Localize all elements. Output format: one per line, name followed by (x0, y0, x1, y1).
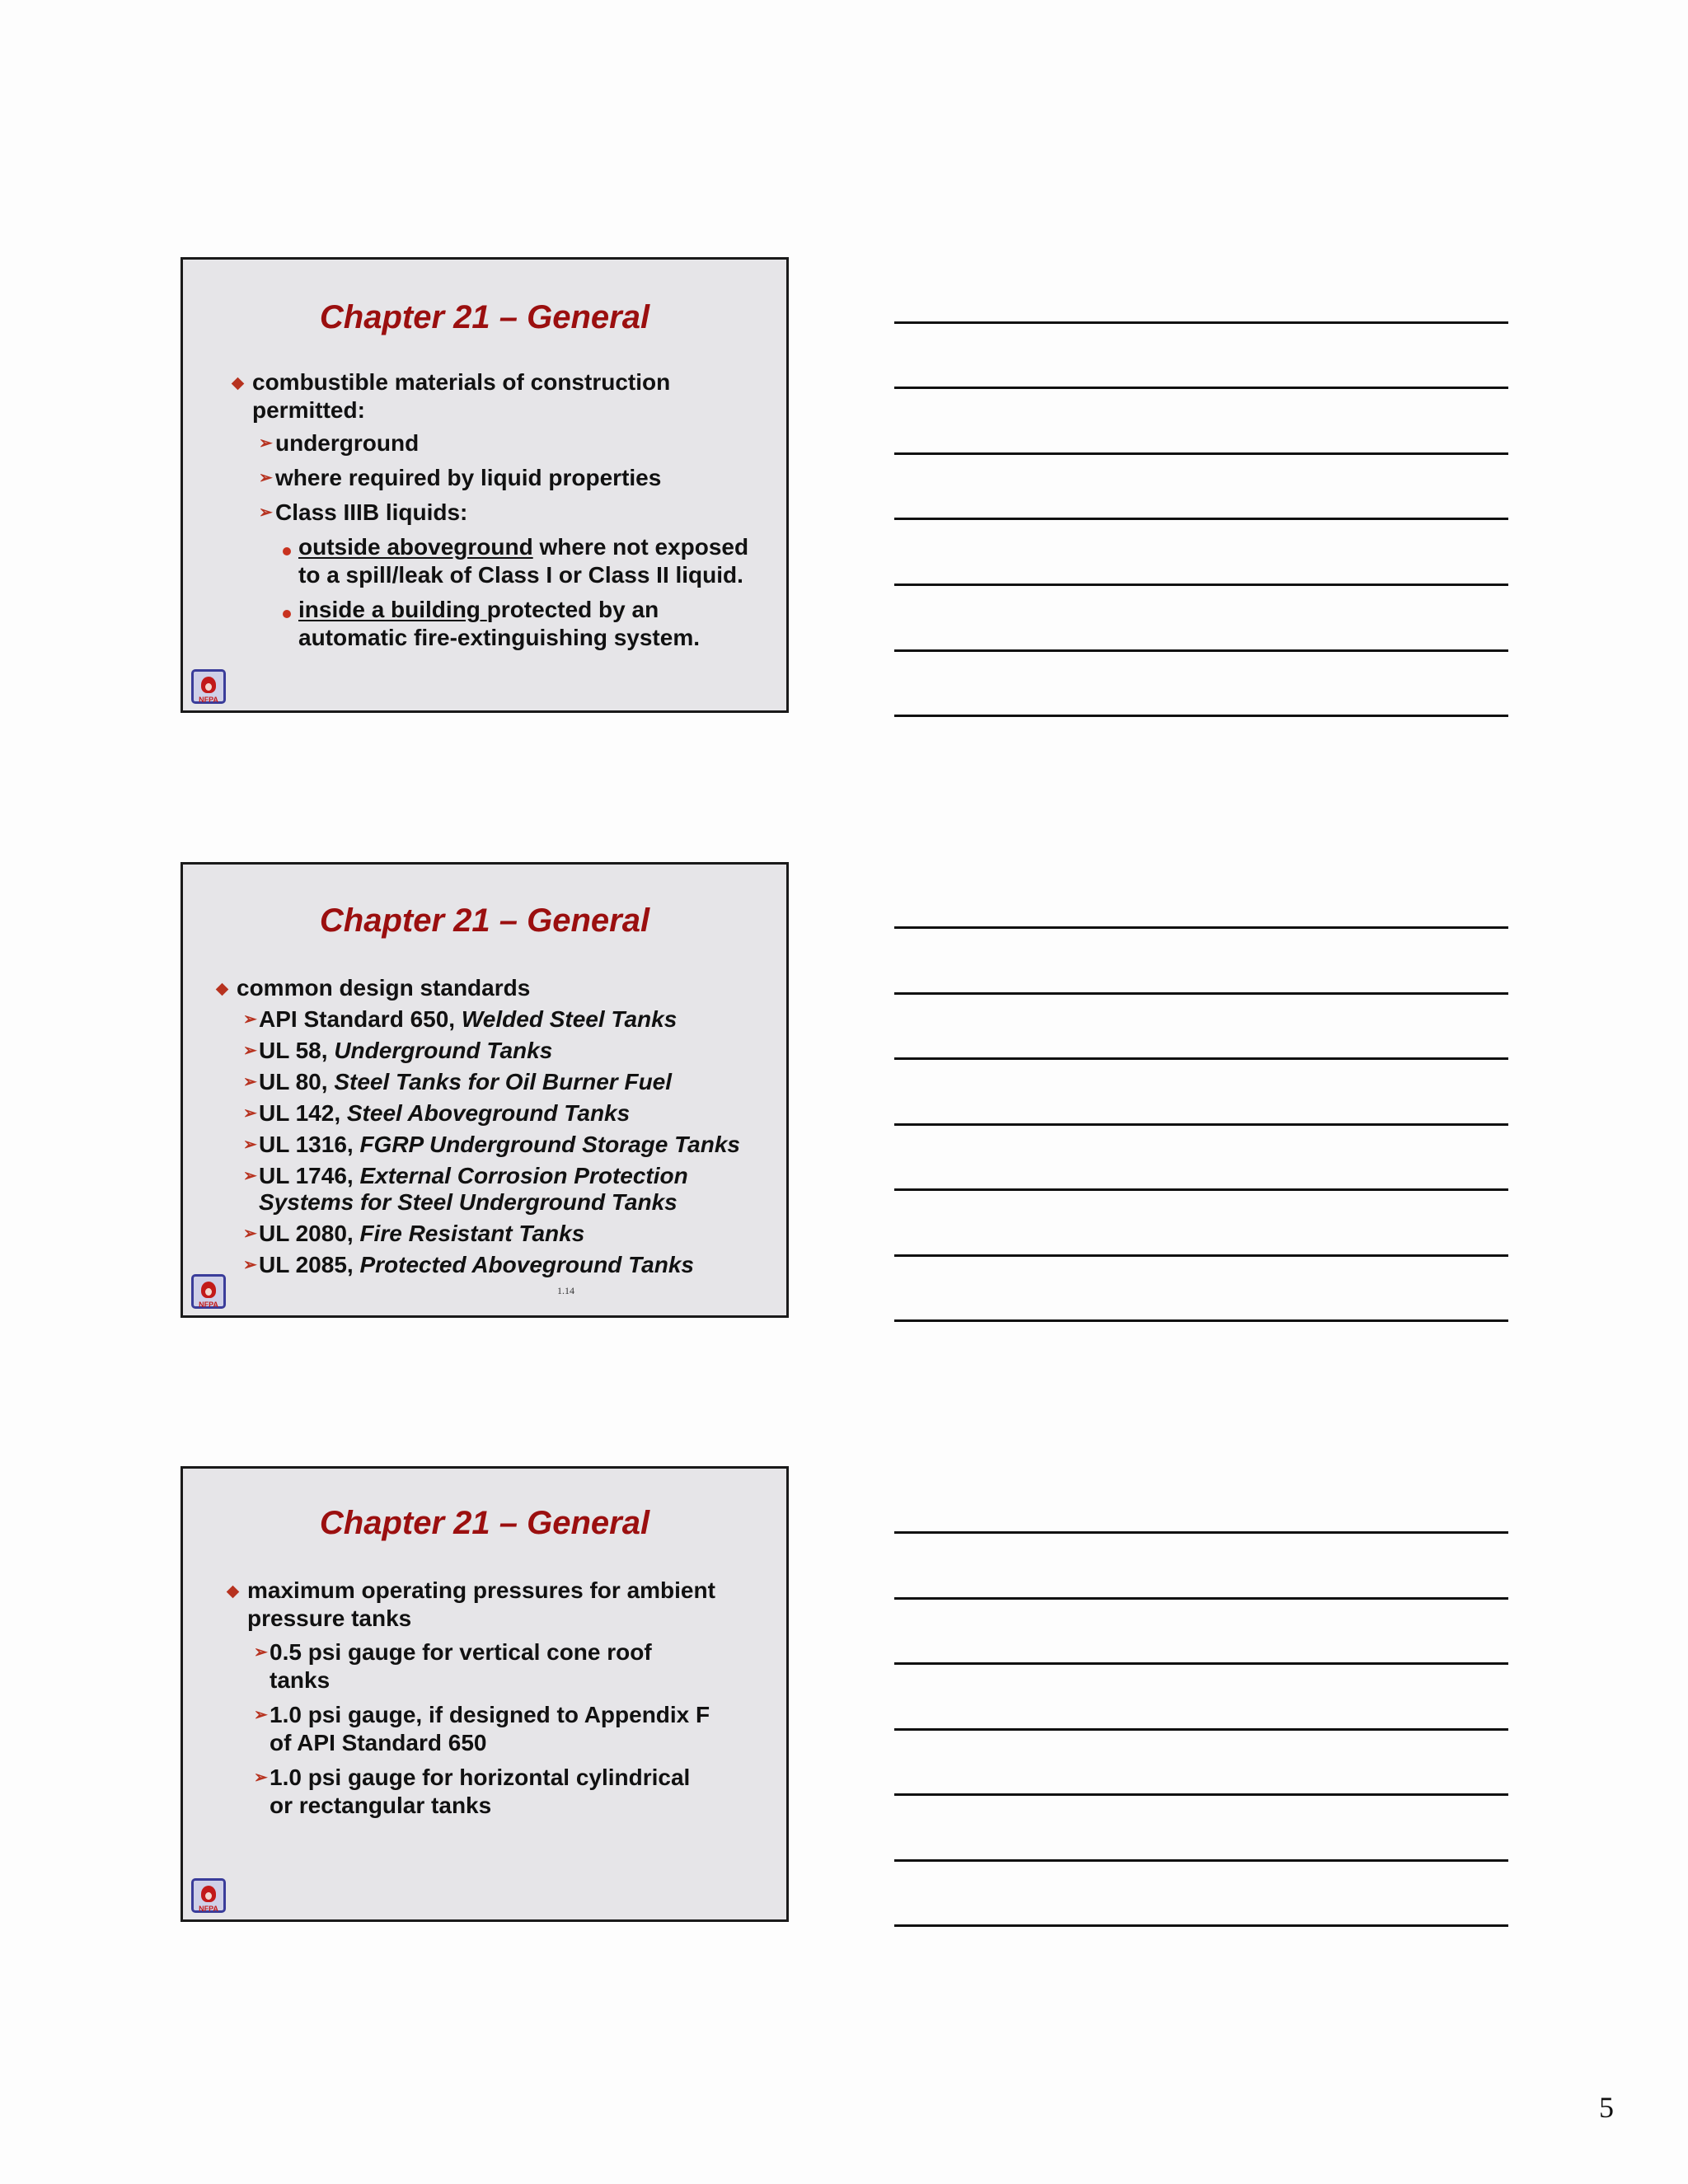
note-line[interactable] (894, 518, 1508, 520)
sub-bullet-text: where required by liquid properties (275, 465, 662, 490)
note-line[interactable] (894, 992, 1508, 995)
note-line[interactable] (894, 387, 1508, 389)
arrow-bullet-icon: ➢ (243, 1042, 257, 1060)
note-line[interactable] (894, 715, 1508, 717)
slide-2 (181, 862, 789, 1318)
note-line[interactable] (894, 1057, 1508, 1060)
standard-item-continued: Systems for Steel Underground Tanks (259, 1189, 678, 1215)
tertiary-bullet-text: automatic fire-extinguishing system. (298, 625, 700, 650)
standard-item: UL 1746, External Corrosion Protection (259, 1163, 688, 1188)
slide-3 (181, 1466, 789, 1922)
bullet-text: maximum operating pressures for ambient (247, 1577, 715, 1603)
arrow-bullet-icon: ➢ (254, 1706, 268, 1724)
note-line[interactable] (894, 1728, 1508, 1731)
note-line[interactable] (894, 583, 1508, 586)
sub-bullet-text: or rectangular tanks (270, 1793, 492, 1818)
arrow-bullet-icon: ➢ (243, 1010, 257, 1029)
note-line[interactable] (894, 1859, 1508, 1862)
arrow-bullet-icon: ➢ (243, 1167, 257, 1185)
nfpa-logo-icon: NFPA (191, 1878, 226, 1913)
diamond-bullet-icon (227, 1586, 240, 1599)
standard-item: UL 58, Underground Tanks (259, 1038, 553, 1063)
sub-bullet-text: tanks (270, 1667, 331, 1693)
sub-bullet-text: 0.5 psi gauge for vertical cone roof (270, 1639, 652, 1665)
note-line[interactable] (894, 1924, 1508, 1927)
arrow-bullet-icon: ➢ (254, 1643, 268, 1661)
slide-title: Chapter 21 – General (319, 902, 650, 939)
arrow-bullet-icon: ➢ (243, 1136, 257, 1154)
nfpa-logo-icon: NFPA (191, 1274, 226, 1309)
arrow-bullet-icon: ➢ (243, 1073, 257, 1091)
note-line[interactable] (894, 1254, 1508, 1257)
nfpa-logo-icon: NFPA (191, 669, 226, 704)
arrow-bullet-icon: ➢ (243, 1225, 257, 1243)
slide-1 (181, 257, 789, 713)
dot-bullet-icon (283, 547, 291, 555)
tertiary-bullet-text: to a spill/leak of Class I or Class II liquid. (298, 562, 743, 588)
bullet-text: combustible materials of construction (252, 369, 671, 395)
diamond-bullet-icon (232, 377, 245, 391)
diamond-bullet-icon (216, 983, 229, 996)
standard-item: UL 142, Steel Aboveground Tanks (259, 1100, 631, 1126)
arrow-bullet-icon: ➢ (243, 1256, 257, 1274)
underlined-text: inside a building (298, 597, 487, 622)
bullet-text-rest: where not exposed (532, 534, 749, 560)
sub-bullet-text: Class IIIB liquids: (275, 499, 468, 525)
note-line[interactable] (894, 926, 1508, 929)
note-line[interactable] (894, 1662, 1508, 1665)
sub-bullet-text: 1.0 psi gauge, if designed to Appendix F (270, 1702, 710, 1727)
sub-bullet-text: 1.0 psi gauge for horizontal cylindrical (270, 1765, 691, 1790)
standard-item: API Standard 650, Welded Steel Tanks (259, 1006, 678, 1032)
note-line[interactable] (894, 1597, 1508, 1600)
arrow-bullet-icon: ➢ (259, 504, 273, 522)
note-line[interactable] (894, 1123, 1508, 1126)
bullet-text-rest: protected by an (486, 597, 659, 622)
note-line[interactable] (894, 1188, 1508, 1191)
slide-number: 1.14 (557, 1285, 574, 1296)
tertiary-bullet-text (298, 596, 659, 624)
standard-item: UL 80, Steel Tanks for Oil Burner Fuel (259, 1069, 673, 1094)
bullet-text: pressure tanks (247, 1605, 412, 1631)
dot-bullet-icon (283, 610, 291, 618)
note-line[interactable] (894, 321, 1508, 324)
underlined-text: outside aboveground (298, 534, 533, 560)
note-line[interactable] (894, 1319, 1508, 1322)
bullet-text: common design standards (237, 975, 531, 1001)
page-number: 5 (1599, 2091, 1614, 2124)
slide-title: Chapter 21 – General (319, 1505, 650, 1541)
arrow-bullet-icon: ➢ (259, 434, 273, 452)
sub-bullet-text: of API Standard 650 (270, 1730, 487, 1755)
tertiary-bullet-text (298, 533, 748, 561)
arrow-bullet-icon: ➢ (259, 469, 273, 487)
note-line[interactable] (894, 649, 1508, 652)
slide-title: Chapter 21 – General (319, 299, 650, 335)
arrow-bullet-icon: ➢ (243, 1104, 257, 1122)
note-line[interactable] (894, 1793, 1508, 1796)
note-line[interactable] (894, 1531, 1508, 1534)
standard-item: UL 1316, FGRP Underground Storage Tanks (259, 1132, 740, 1157)
arrow-bullet-icon: ➢ (254, 1769, 268, 1787)
bullet-text: permitted: (252, 397, 365, 423)
standard-item: UL 2085, Protected Aboveground Tanks (259, 1252, 694, 1277)
standard-item: UL 2080, Fire Resistant Tanks (259, 1221, 585, 1246)
sub-bullet-text: underground (275, 430, 420, 456)
note-line[interactable] (894, 452, 1508, 455)
